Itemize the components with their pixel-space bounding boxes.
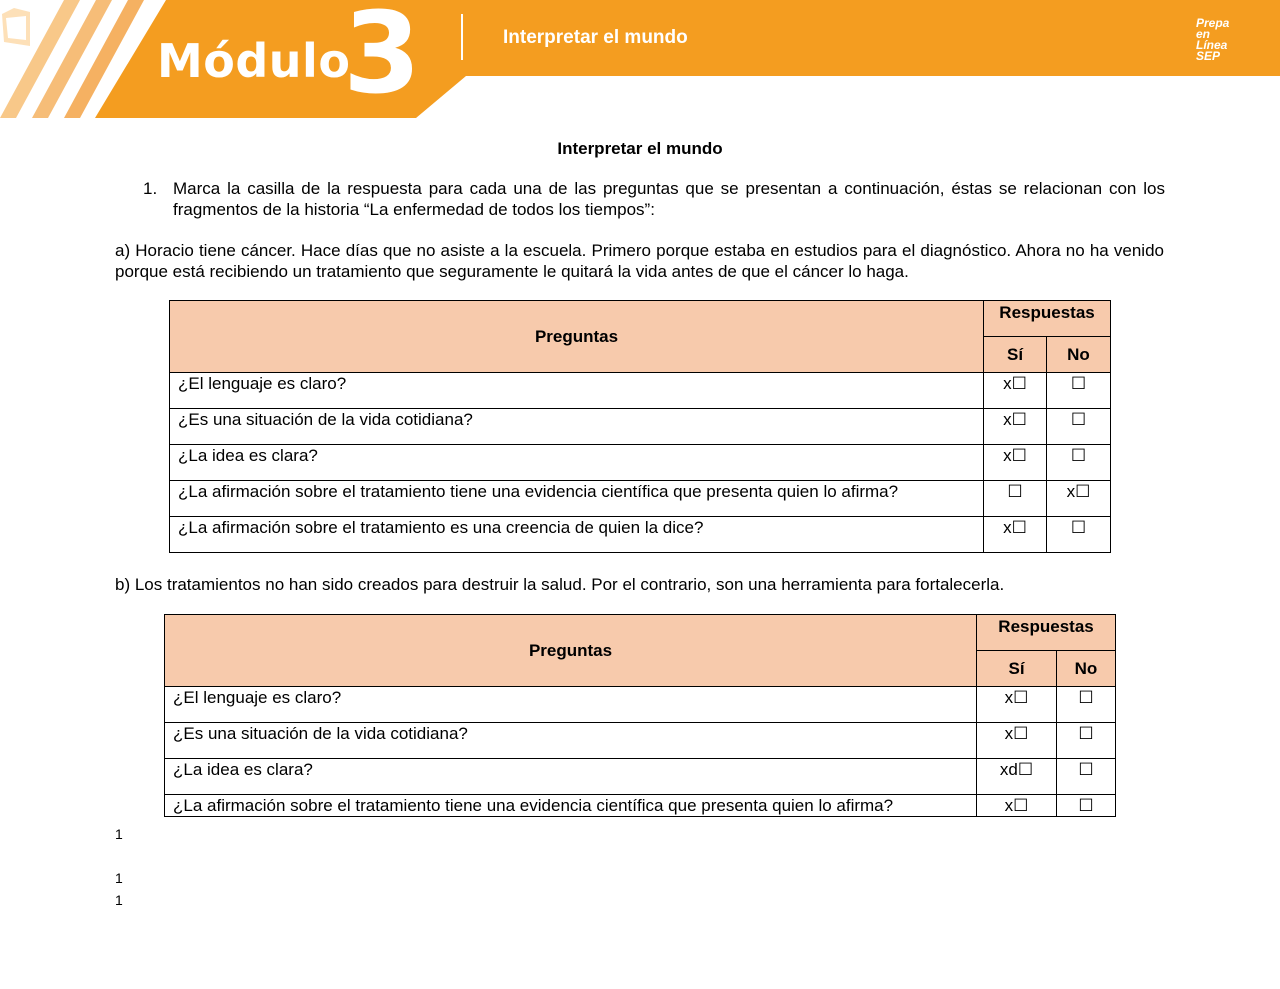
instruction-item	[143, 178, 1165, 220]
header-questions: Preguntas	[170, 301, 984, 373]
module-banner	[0, 0, 1280, 120]
no-checkbox[interactable]: ☐	[1047, 445, 1111, 481]
header-no: No	[1057, 651, 1116, 687]
table-row	[170, 373, 1111, 409]
table-row	[170, 517, 1111, 553]
footnote-marker: 1	[115, 892, 123, 908]
prepa-logo-icon	[0, 0, 66, 50]
yes-checkbox[interactable]: x☐	[984, 445, 1047, 481]
header-answers: Respuestas	[977, 615, 1116, 651]
no-checkbox[interactable]: ☐	[1057, 759, 1116, 795]
header-yes: Sí	[977, 651, 1057, 687]
yes-checkbox[interactable]: x☐	[977, 687, 1057, 723]
table-row	[165, 759, 1116, 795]
no-checkbox[interactable]: ☐	[1057, 687, 1116, 723]
yes-checkbox[interactable]: x☐	[977, 723, 1057, 759]
header-no: No	[1047, 337, 1111, 373]
instruction-number: 1.	[143, 179, 158, 198]
logo-text: Prepa en Línea SEP	[1196, 16, 1230, 63]
header-questions: Preguntas	[165, 615, 977, 687]
table-row	[170, 409, 1111, 445]
banner-subtitle: Interpretar el mundo	[503, 27, 688, 48]
no-checkbox[interactable]: ☐	[1047, 409, 1111, 445]
no-checkbox[interactable]: x☐	[1047, 481, 1111, 517]
section-a-text: a) Horacio tiene cáncer. Hace días que no asiste a la escuela. Primero porque estaba en estudios para el diagnóstico. Ahora no ha venido porque está recibiendo un tratamiento que seguramente le quitará la vida antes de que el cáncer lo haga.	[115, 241, 1164, 281]
question-text: ¿La idea es clara?	[165, 759, 977, 795]
yes-checkbox[interactable]: x☐	[984, 409, 1047, 445]
questions-table-b	[164, 614, 1116, 817]
question-text: ¿El lenguaje es claro?	[165, 687, 977, 723]
module-word: Módulo	[157, 34, 351, 88]
no-checkbox[interactable]: ☐	[1047, 373, 1111, 409]
question-text: ¿El lenguaje es claro?	[170, 373, 984, 409]
question-text: ¿Es una situación de la vida cotidiana?	[170, 409, 984, 445]
no-checkbox[interactable]: ☐	[1057, 795, 1116, 817]
section-b-text: b) Los tratamientos no han sido creados para destruir la salud. Por el contrario, son una herramienta para fortalecerla.	[115, 575, 1005, 594]
questions-table-a	[169, 300, 1111, 553]
yes-checkbox[interactable]: x☐	[984, 517, 1047, 553]
question-text: ¿La afirmación sobre el tratamiento tiene una evidencia científica que presenta quien lo afirma?	[170, 481, 984, 517]
yes-checkbox[interactable]: ☐	[984, 481, 1047, 517]
no-checkbox[interactable]: ☐	[1047, 517, 1111, 553]
table-row	[165, 723, 1116, 759]
question-text: ¿Es una situación de la vida cotidiana?	[165, 723, 977, 759]
yes-checkbox[interactable]: xd☐	[977, 759, 1057, 795]
table-row	[170, 481, 1111, 517]
header-answers: Respuestas	[984, 301, 1111, 337]
question-text: ¿La afirmación sobre el tratamiento tiene una evidencia científica que presenta quien lo afirma?	[165, 795, 977, 817]
module-number: 3	[343, 0, 421, 119]
yes-checkbox[interactable]: x☐	[977, 795, 1057, 817]
question-text: ¿La afirmación sobre el tratamiento es una creencia de quien la dice?	[170, 517, 984, 553]
no-checkbox[interactable]: ☐	[1057, 723, 1116, 759]
footnote-marker: 1	[115, 870, 123, 886]
instruction-text: Marca la casilla de la respuesta para cada una de las preguntas que se presentan a continuación, éstas se relacionan con los fragmentos de la historia “La enfermedad de todos los tiempos”:	[173, 179, 1165, 219]
header-yes: Sí	[984, 337, 1047, 373]
footnote-marker: 1	[115, 826, 123, 842]
banner-divider	[461, 14, 463, 60]
yes-checkbox[interactable]: x☐	[984, 373, 1047, 409]
document-title: Interpretar el mundo	[557, 139, 723, 158]
question-text: ¿La idea es clara?	[170, 445, 984, 481]
table-row	[170, 445, 1111, 481]
table-row	[165, 795, 1116, 817]
table-row	[165, 687, 1116, 723]
